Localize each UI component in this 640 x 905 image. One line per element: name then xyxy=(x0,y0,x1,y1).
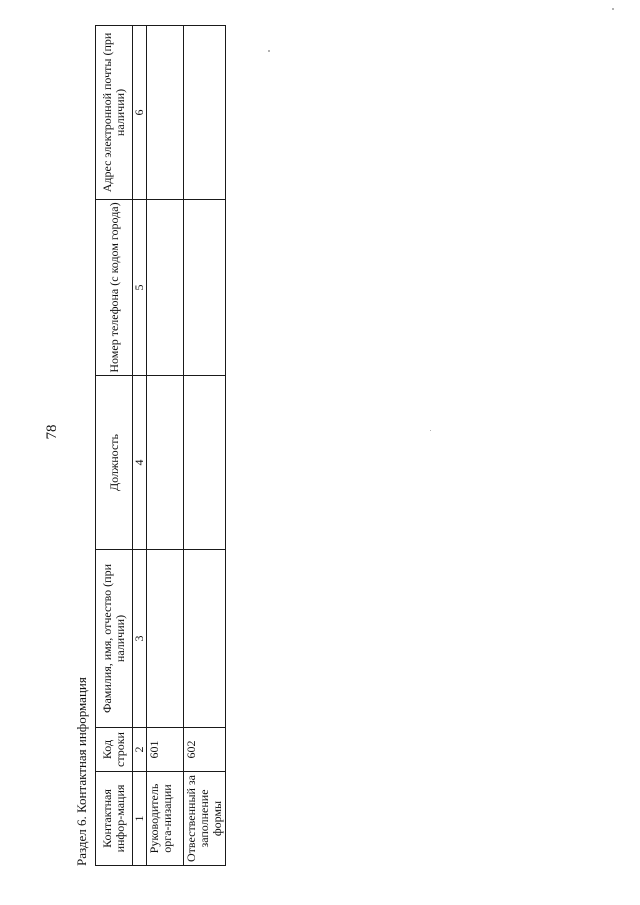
table-header-row xyxy=(96,26,133,866)
email-cell[interactable] xyxy=(184,26,226,200)
column-number: 1 xyxy=(133,772,147,866)
column-number: 4 xyxy=(133,376,147,550)
page-number: 78 xyxy=(44,424,60,440)
contact-info-table xyxy=(95,25,226,866)
name-cell[interactable] xyxy=(147,550,184,728)
name-cell[interactable] xyxy=(184,550,226,728)
row-label: Руководитель орга-низации xyxy=(147,772,184,866)
scan-speck xyxy=(268,50,270,52)
column-number: 2 xyxy=(133,728,147,772)
phone-cell[interactable] xyxy=(147,200,184,376)
scan-speck xyxy=(430,430,431,431)
column-header: Должность xyxy=(96,376,133,550)
section-caption: Раздел 6. Контактная информация xyxy=(74,677,89,866)
column-header: Контактная инфор-мация xyxy=(96,772,133,866)
row-code: 601 xyxy=(147,728,184,772)
column-header: Адрес электронной почты (при наличии) xyxy=(96,26,133,200)
position-cell[interactable] xyxy=(184,376,226,550)
column-number-row xyxy=(133,26,147,866)
column-number: 3 xyxy=(133,550,147,728)
column-number: 6 xyxy=(133,26,147,200)
column-header: Фамилия, имя, отчество (при наличии) xyxy=(96,550,133,728)
table-row xyxy=(184,26,226,866)
rotated-form-section xyxy=(72,26,224,866)
column-number: 5 xyxy=(133,200,147,376)
row-code: 602 xyxy=(184,728,226,772)
scan-speck xyxy=(612,8,614,10)
position-cell[interactable] xyxy=(147,376,184,550)
column-header: Код строки xyxy=(96,728,133,772)
column-header: Номер телефона (с кодом города) xyxy=(96,200,133,376)
row-label: Отвественный за заполнение формы xyxy=(184,772,226,866)
table-row xyxy=(147,26,184,866)
phone-cell[interactable] xyxy=(184,200,226,376)
email-cell[interactable] xyxy=(147,26,184,200)
